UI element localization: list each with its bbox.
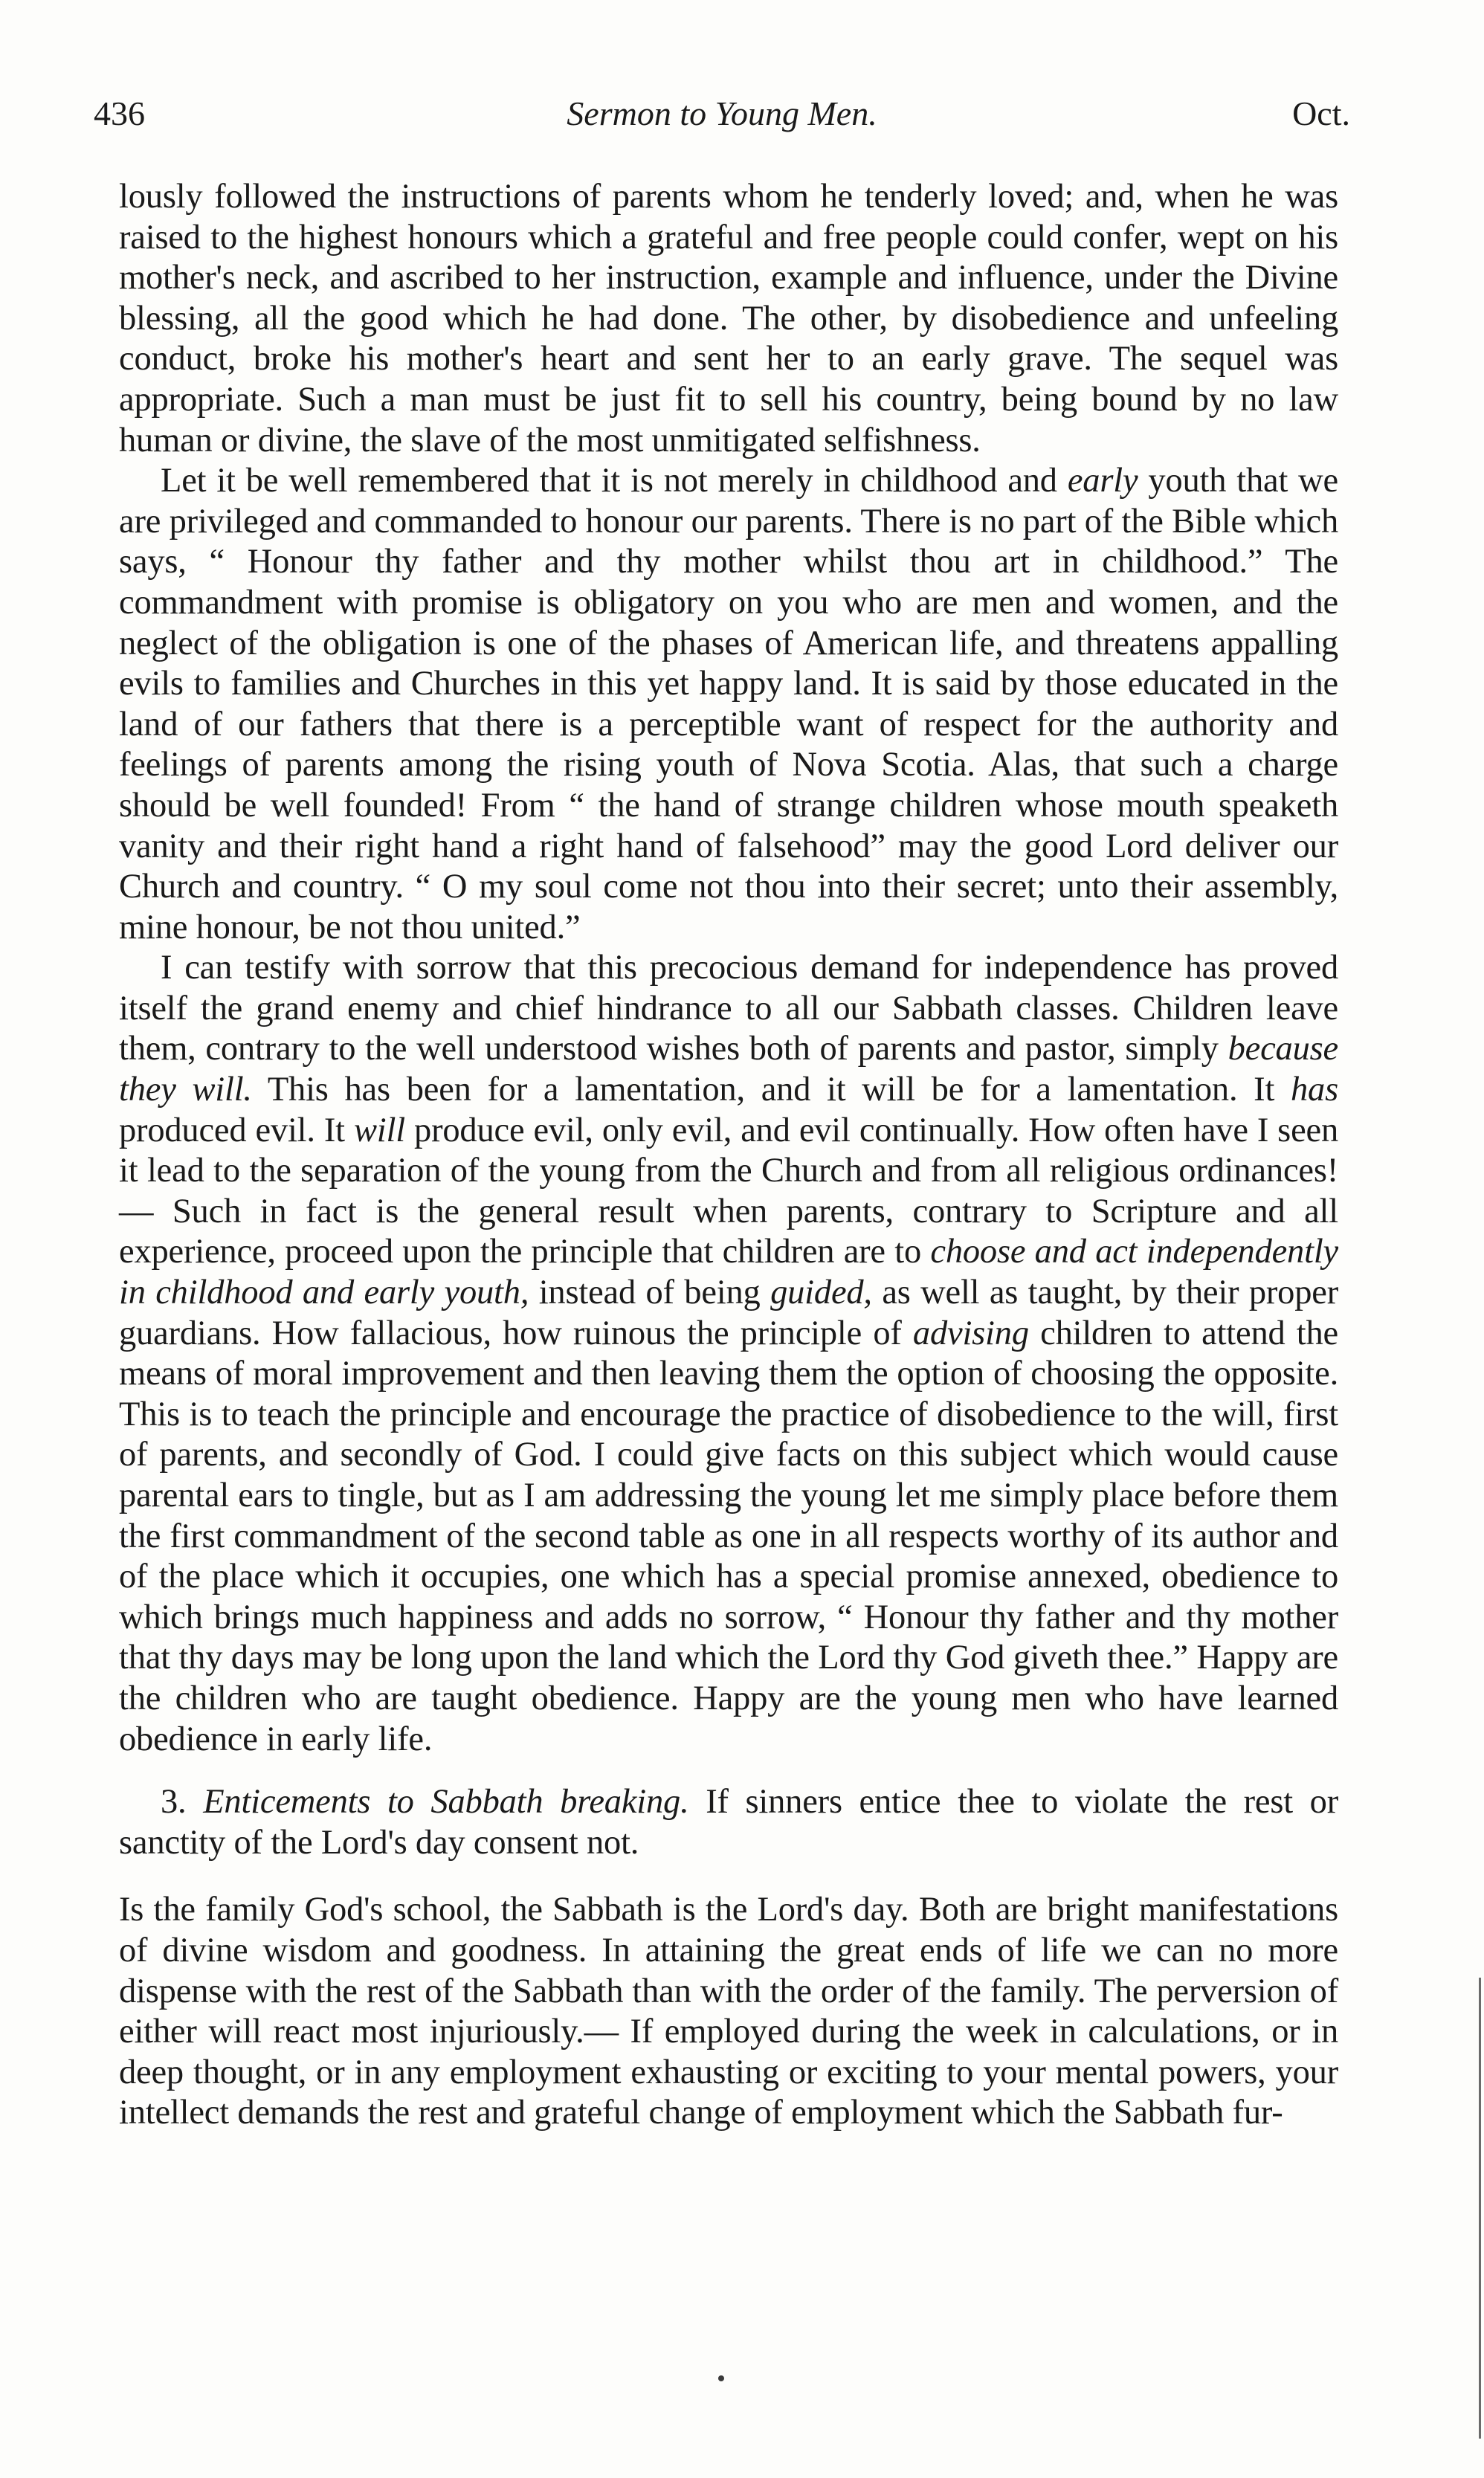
- body-text: [119, 177, 1338, 2134]
- paragraph-testimony: I can testify with sorrow that this precocious demand for independence has proved itself the grand enemy and chief hindrance to all our Sabbath classes. Children leave them, contrary to the well understood wishes both of parents and pastor, simply because they will. This has been for a lamentation, and it will be for a lamentation. It has produced evil. It will produce evil, only evil, and evil continually. How often have I seen it lead to the separation of the young from the Church and from all religious ordinances!— Such in fact is the general result when parents, contrary to Scripture and all experience, proceed upon the principle that children are to choose and act independently in childhood and early youth, instead of being guided, as well as taught, by their proper guardians. How fallacious, how ruinous the principle of advising children to attend the means of moral improvement and then leaving them the option of choosing the opposite. This is to teach the principle and encourage the practice of disobedience to the will, first of parents, and secondly of God. I could give facts on this subject which would cause parental ears to tingle, but as I am addressing the young let me simply place before them the first commandment of the second table as one in all respects worthy of its author and of the place which it occupies, one which has a special promise annexed, obedience to which brings much happiness and adds no sorrow, “ Honour thy father and thy mother that thy days may be long upon the land which the Lord thy God giveth thee.” Happy are the children who are taught obedience. Happy are the young men who have learned obedience in early life.: [119, 949, 1339, 1758]
- running-title: Sermon to Young Men.: [567, 94, 877, 132]
- page-edge-shadow: [1479, 1978, 1481, 2439]
- paragraph-family-school: Is the family God's school, the Sabbath is the Lord's day. Both are bright manifestations of divine wisdom and goodness. In attaining the great ends of life we can no more dispense with the rest of the Sabbath than with the order of the family. The perversion of either will react most injuriously.— If employed during the week in calculations, or in deep thought, or in any employment exhausting or exciting to your mental powers, your intellect demands the rest and grateful change of employment which the Sabbath fur-: [119, 1891, 1338, 2132]
- month-label: Oct.: [1292, 94, 1350, 132]
- page-number: 436: [94, 94, 145, 132]
- paragraph-continuation: lously followed the instructions of parents whom he tenderly loved; and, when he was raised to the highest honours which a grateful and free people could confer, wept on his mother's neck, and ascribed to her instruction, example and influence, under the Divine blessing, all the good which he had done. The other, by disobedience and unfeeling conduct, broke his mother's heart and sent her to an early grave. The sequel was appropriate. Such a man must be just fit to sell his country, being bound by no law human or divine, the slave of the most unmitigated selfishness.: [119, 178, 1338, 459]
- paragraph-honour-parents: Let it be well remembered that it is not merely in childhood and early youth that we are privileged and commanded to honour our parents. There is no part of the Bible which says, “ Honour thy father and thy mother whilst thou art in childhood.” The commandment with promise is obligatory on you who are men and women, and the neglect of the obligation is one of the phases of American life, and threatens appalling evils to families and Churches in this yet happy land. It is said by those educated in the land of our fathers that there is a perceptible want of respect for the authority and feelings of parents among the rising youth of Nova Scotia. Alas, that such a charge should be well founded! From “ the hand of strange children whose mouth speaketh vanity and their right hand a right hand of falsehood” may the good Lord deliver our Church and country. “ O my soul come not thou into their secret; unto their assembly, mine honour, be not thou united.”: [119, 462, 1338, 946]
- running-header: [94, 88, 1350, 140]
- paragraph-sabbath-heading: 3. Enticements to Sabbath breaking. If sinners entice thee to violate the rest or sanctity of the Lord's day consent not.: [119, 1783, 1339, 1862]
- print-speck: [718, 2375, 724, 2381]
